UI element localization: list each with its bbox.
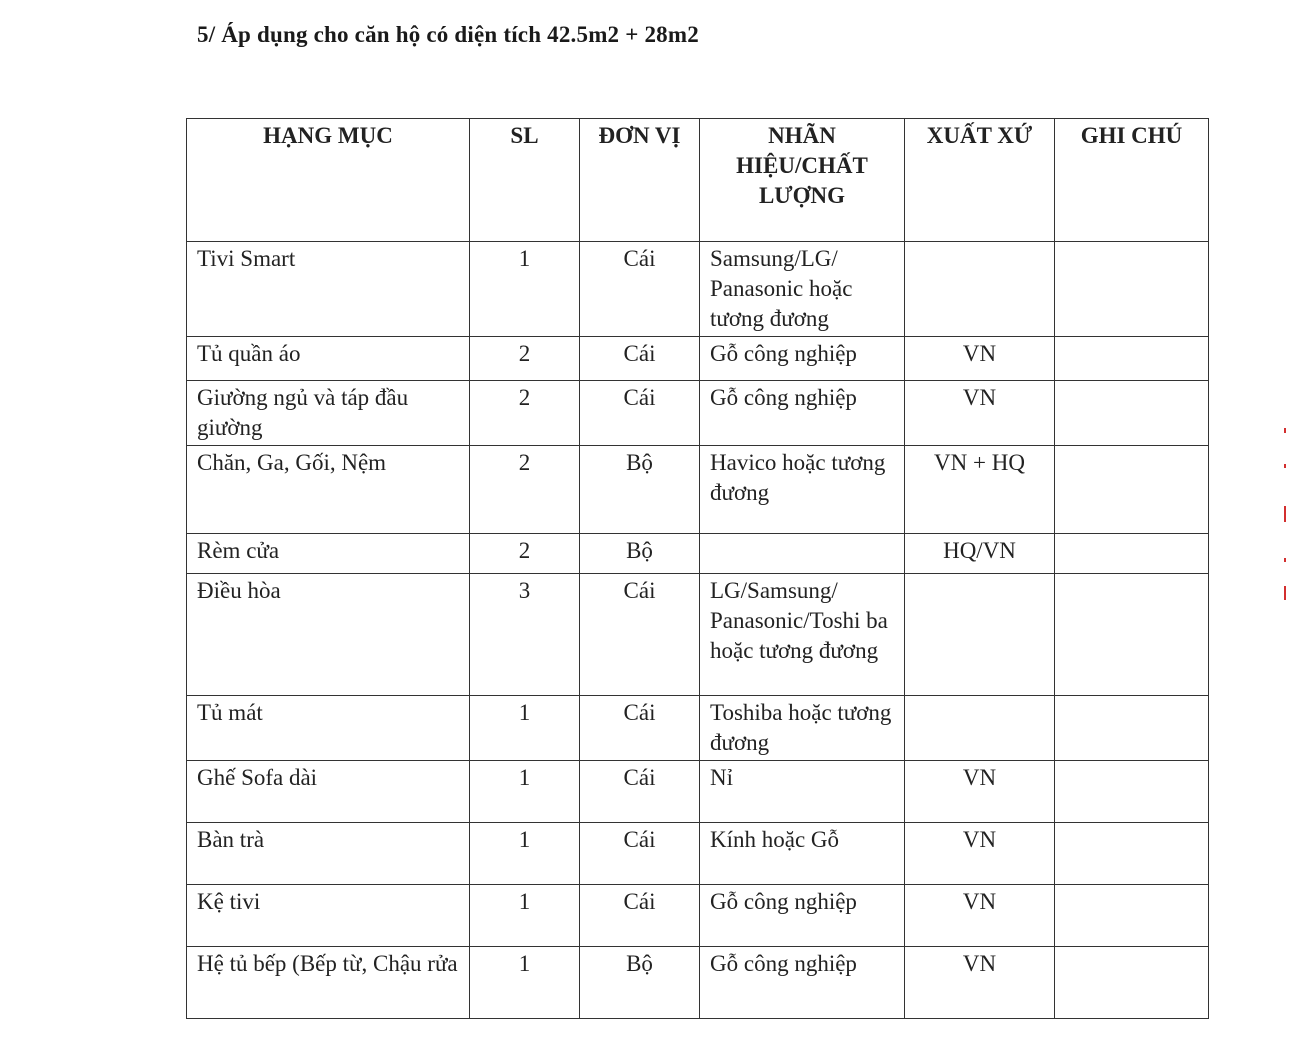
furniture-table-container [186, 118, 1208, 1019]
table-row [187, 885, 1209, 947]
header-item: HẠNG MỤC [187, 119, 470, 242]
edge-mark [1284, 464, 1286, 468]
cell-quantity: 2 [470, 534, 580, 574]
cell-quantity: 3 [470, 574, 580, 696]
cell-origin [905, 242, 1055, 337]
cell-unit: Cái [580, 337, 700, 381]
cell-origin: VN [905, 823, 1055, 885]
cell-quantity: 1 [470, 242, 580, 337]
table-row [187, 446, 1209, 534]
cell-note [1055, 823, 1209, 885]
table-row [187, 381, 1209, 446]
cell-item: Hệ tủ bếp (Bếp từ, Chậu rửa [187, 947, 470, 1019]
table-row [187, 696, 1209, 761]
cell-item: Giường ngủ và táp đầu giường [187, 381, 470, 446]
table-row [187, 337, 1209, 381]
cell-note [1055, 574, 1209, 696]
page-title: 5/ Áp dụng cho căn hộ có diện tích 42.5m2 + 28m2 [197, 22, 699, 47]
cell-item: Ghế Sofa dài [187, 761, 470, 823]
cell-unit: Cái [580, 696, 700, 761]
cell-brand: Gỗ công nghiệp [700, 337, 905, 381]
header-unit: ĐƠN VỊ [580, 119, 700, 242]
cell-brand: Nỉ [700, 761, 905, 823]
edge-mark [1284, 506, 1286, 522]
cell-quantity: 2 [470, 446, 580, 534]
cell-brand [700, 534, 905, 574]
cell-origin [905, 696, 1055, 761]
cell-brand: LG/Samsung/ Panasonic/Toshi ba hoặc tương đương [700, 574, 905, 696]
header-origin: XUẤT XỨ [905, 119, 1055, 242]
cell-item: Kệ tivi [187, 885, 470, 947]
cell-brand: Havico hoặc tương đương [700, 446, 905, 534]
cell-unit: Bộ [580, 446, 700, 534]
table-row [187, 761, 1209, 823]
table-header-row [187, 119, 1209, 242]
cell-note [1055, 761, 1209, 823]
cell-quantity: 1 [470, 947, 580, 1019]
cell-brand: Gỗ công nghiệp [700, 885, 905, 947]
cell-note [1055, 947, 1209, 1019]
cell-item: Điều hòa [187, 574, 470, 696]
scan-edge-marks [1278, 420, 1286, 620]
cell-quantity: 1 [470, 885, 580, 947]
cell-unit: Cái [580, 761, 700, 823]
table-row [187, 823, 1209, 885]
cell-item: Tủ quần áo [187, 337, 470, 381]
cell-unit: Bộ [580, 947, 700, 1019]
cell-quantity: 1 [470, 823, 580, 885]
cell-unit: Cái [580, 823, 700, 885]
cell-unit: Cái [580, 242, 700, 337]
cell-brand: Toshiba hoặc tương đương [700, 696, 905, 761]
cell-note [1055, 696, 1209, 761]
cell-unit: Bộ [580, 534, 700, 574]
cell-item: Tủ mát [187, 696, 470, 761]
cell-brand: Samsung/LG/ Panasonic hoặc tương đương [700, 242, 905, 337]
cell-item: Bàn trà [187, 823, 470, 885]
cell-origin: VN + HQ [905, 446, 1055, 534]
cell-note [1055, 381, 1209, 446]
cell-unit: Cái [580, 885, 700, 947]
cell-item: Rèm cửa [187, 534, 470, 574]
cell-brand: Kính hoặc Gỗ [700, 823, 905, 885]
edge-mark [1284, 428, 1286, 433]
cell-origin: VN [905, 381, 1055, 446]
cell-item: Chăn, Ga, Gối, Nệm [187, 446, 470, 534]
header-note: GHI CHÚ [1055, 119, 1209, 242]
cell-note [1055, 242, 1209, 337]
table-row [187, 242, 1209, 337]
cell-origin [905, 574, 1055, 696]
cell-quantity: 1 [470, 761, 580, 823]
edge-mark [1284, 586, 1286, 600]
cell-item: Tivi Smart [187, 242, 470, 337]
cell-origin: VN [905, 337, 1055, 381]
furniture-table [186, 118, 1209, 1019]
cell-note [1055, 337, 1209, 381]
cell-quantity: 1 [470, 696, 580, 761]
cell-quantity: 2 [470, 381, 580, 446]
cell-quantity: 2 [470, 337, 580, 381]
cell-note [1055, 534, 1209, 574]
cell-origin: VN [905, 947, 1055, 1019]
edge-mark [1284, 558, 1286, 562]
cell-unit: Cái [580, 574, 700, 696]
cell-brand: Gỗ công nghiệp [700, 381, 905, 446]
cell-origin: HQ/VN [905, 534, 1055, 574]
header-brand-quality: NHÃN HIỆU/CHẤT LƯỢNG [700, 119, 905, 242]
header-quantity: SL [470, 119, 580, 242]
cell-origin: VN [905, 761, 1055, 823]
table-row [187, 947, 1209, 1019]
cell-note [1055, 885, 1209, 947]
cell-note [1055, 446, 1209, 534]
table-row [187, 574, 1209, 696]
cell-unit: Cái [580, 381, 700, 446]
table-row [187, 534, 1209, 574]
cell-origin: VN [905, 885, 1055, 947]
cell-brand: Gỗ công nghiệp [700, 947, 905, 1019]
